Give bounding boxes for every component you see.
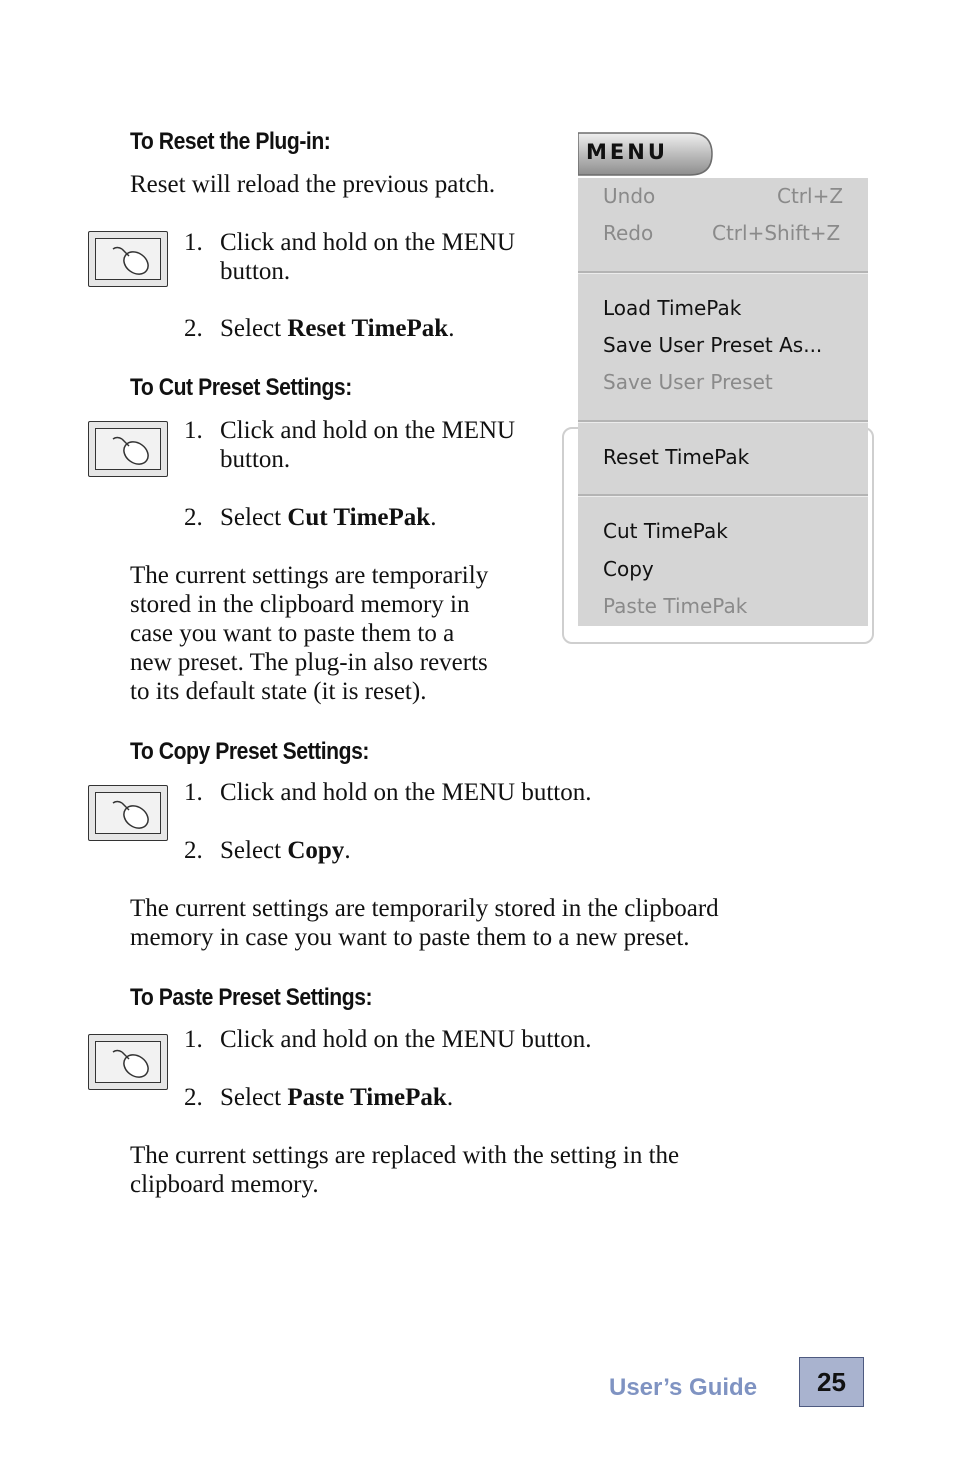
menu-item-save-user-preset[interactable]: Save User Preset [603,370,773,394]
paragraph-line: to its default state (it is reset). [130,678,427,705]
paste-heading: To Paste Preset Settings: [130,984,373,1011]
copy-step-2: 2. Select Copy. [184,837,351,864]
step-text: Select [220,837,288,864]
menu-item-paste-timepak[interactable]: Paste TimePak [603,594,748,618]
step-number: 2. [184,315,203,342]
copy-heading: To Copy Preset Settings: [130,738,370,765]
menu-item-redo[interactable]: Redo [603,221,654,245]
menu-item-cut-timepak[interactable]: Cut TimePak [603,519,728,543]
step-number: 2. [184,504,203,531]
reset-step-1 [184,228,515,286]
paragraph-line: new preset. The plug-in also reverts [130,649,488,676]
copy-step-1 [184,778,592,807]
menu-button-label: MENU [586,140,668,164]
paste-step-1 [184,1025,592,1054]
menu-item-load-timepak[interactable]: Load TimePak [603,296,742,320]
step-number: 2. [184,1084,203,1111]
paste-step-2: 2. Select Paste TimePak. [184,1084,454,1111]
paragraph-line: memory in case you want to paste them to a new preset. [130,924,690,951]
step-number: 1. [184,1026,203,1053]
step-text: Click and hold on the MENU button. [220,1026,592,1053]
paste-paragraph [130,1141,679,1199]
step-bold-term: Cut TimePak [287,504,431,531]
paragraph-line: The current settings are temporarily [130,562,489,589]
paragraph-line: case you want to paste them to a [130,620,455,647]
menu-separator-highlight [578,496,868,497]
menu-separator-highlight [578,273,868,274]
mouse-click-icon [88,785,168,841]
menu-button[interactable] [578,131,714,177]
menu-item-undo[interactable]: Undo [603,184,656,208]
step-text-cont: button. [220,258,291,285]
page-number: 25 [799,1357,864,1407]
cut-step-1 [184,416,515,474]
mouse-click-icon [88,231,168,287]
copy-paragraph [130,894,719,952]
mouse-click-icon [88,421,168,477]
step-number: 1. [184,417,203,444]
step-text: Click and hold on the MENU button. [220,779,592,806]
paragraph-line: clipboard memory. [130,1171,319,1198]
paragraph-line: stored in the clipboard memory in [130,591,470,618]
step-number: 2. [184,837,203,864]
menu-item-copy[interactable]: Copy [603,557,654,581]
step-text: Click and hold on the MENU [220,229,516,256]
step-bold-term: Reset TimePak [287,315,449,342]
reset-intro: Reset will reload the previous patch. [130,171,496,198]
step-bold-term: Paste TimePak [287,1084,447,1111]
reset-step-2: 2. Select Reset TimePak. [184,315,455,342]
cut-step-2: 2. Select Cut TimePak. [184,504,437,531]
footer-guide-label: User’s Guide [609,1374,758,1401]
step-text: Click and hold on the MENU [220,417,516,444]
menu-item-reset-timepak[interactable]: Reset TimePak [603,445,750,469]
menu-item-redo-shortcut: Ctrl+Shift+Z [712,221,841,245]
step-number: 1. [184,229,203,256]
step-text-cont: button. [220,446,291,473]
step-number: 1. [184,779,203,806]
menu-item-save-user-preset-as[interactable]: Save User Preset As... [603,333,823,357]
reset-heading: To Reset the Plug-in: [130,128,331,155]
menu-item-undo-shortcut: Ctrl+Z [777,184,844,208]
paragraph-line: The current settings are temporarily stored in the clipboard [130,895,719,922]
step-text: Select [220,504,288,531]
step-text: Select [220,1084,288,1111]
cut-heading: To Cut Preset Settings: [130,374,352,401]
step-bold-term: Copy [287,837,345,864]
paragraph-line: The current settings are replaced with the setting in the [130,1142,680,1169]
menu-separator-highlight [578,422,868,423]
mouse-click-icon [88,1034,168,1090]
cut-paragraph [130,561,488,706]
step-text: Select [220,315,288,342]
